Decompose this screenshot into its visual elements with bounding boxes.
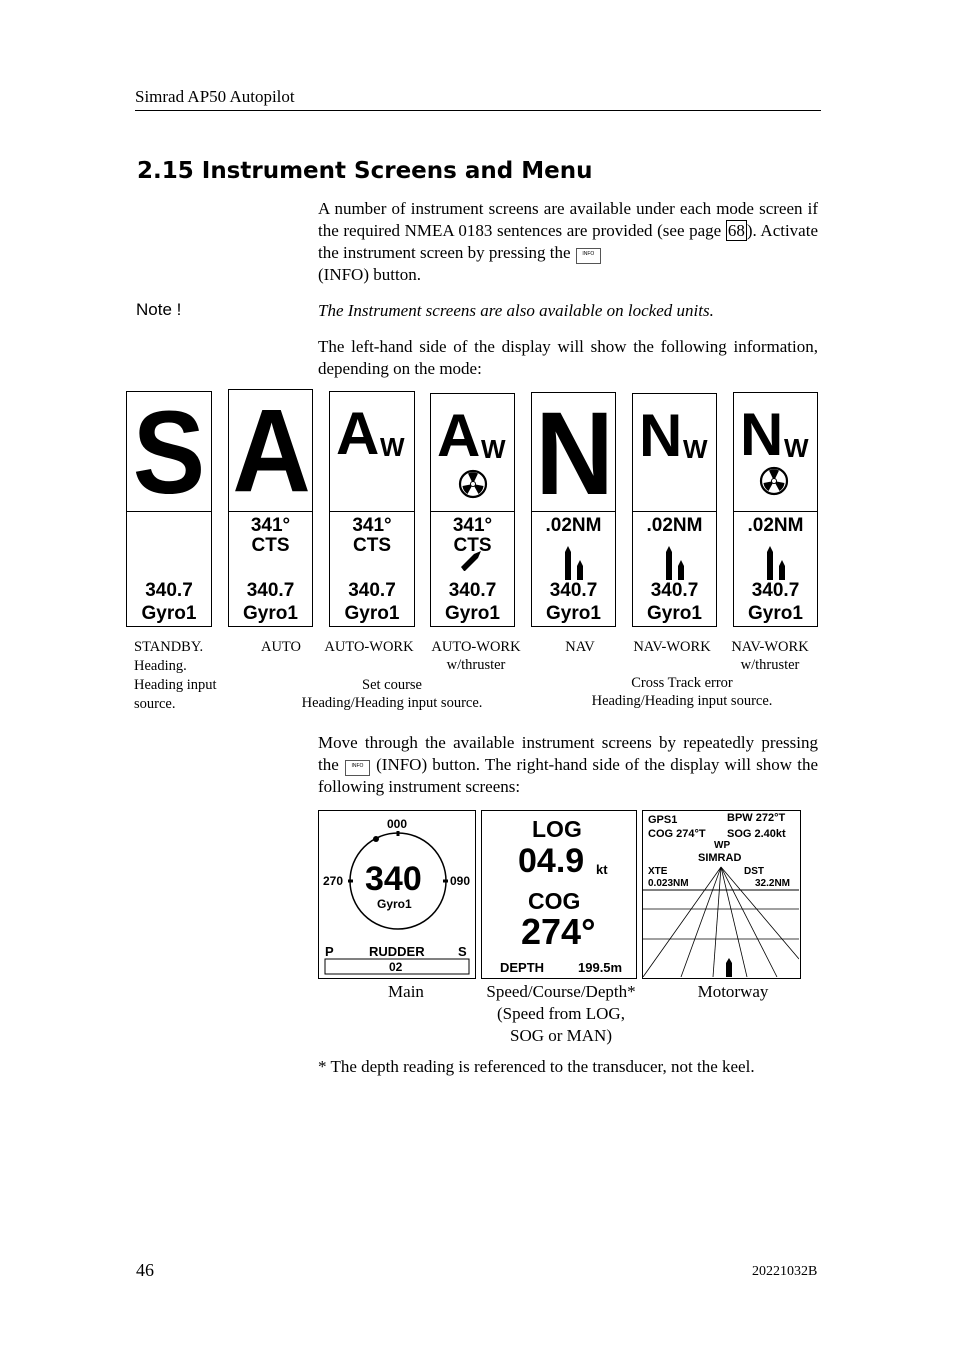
mode-letter: S — [132, 387, 206, 519]
speed-unit: kt — [596, 862, 608, 877]
main-heading-value: 340 — [365, 860, 422, 898]
mode-heading-source: Gyro1 — [344, 603, 400, 624]
page-number: 46 — [136, 1260, 154, 1280]
mode-value-line2: CTS — [251, 535, 290, 556]
speed-value: 04.9 — [518, 842, 585, 880]
note-text: The Instrument screens are also available on locked units. — [318, 301, 714, 320]
cog-label: COG — [528, 888, 581, 914]
intro-text-1: A number of instrument screens are available under each mode screen if the required NMEA 0183 sentences are provided (see page — [318, 199, 818, 240]
compass-west: 270 — [323, 874, 344, 888]
motorway-bpw: BPW 272°T — [727, 812, 786, 824]
motorway-screen — [642, 810, 801, 979]
caption-cross-track: Cross Track error — [631, 675, 733, 691]
mode-subscript: W — [784, 433, 809, 463]
mode-letter-area — [734, 393, 817, 512]
caption-nav-work-thruster — [722, 638, 818, 674]
caption-standby-line3: source. — [134, 696, 176, 712]
caption-auto-work-2: AUTO-WORK — [431, 639, 521, 655]
speed-screen — [481, 810, 637, 979]
caption-nav-work-2: NAV-WORK — [731, 639, 809, 655]
main-heading-source: Gyro1 — [377, 897, 412, 911]
caption-auto: AUTO — [260, 639, 301, 655]
mode-heading-value: 340.7 — [448, 580, 497, 601]
mode-letter-area — [633, 394, 716, 512]
caption-auto-group — [290, 676, 494, 712]
mode-letter: N — [535, 388, 614, 520]
caption-motorway: Motorway — [697, 982, 769, 1001]
mode-value-line1: 341° — [250, 515, 291, 536]
mode-letter-area — [532, 388, 615, 520]
depth-label: DEPTH — [500, 960, 545, 975]
cross-track-icon — [563, 546, 587, 580]
rudder-port: P — [325, 944, 334, 959]
caption-nav-work: NAV-WORK — [633, 639, 711, 655]
rudder-value: 02 — [389, 960, 403, 974]
mode-letter: A — [437, 402, 481, 469]
cross-track-icon — [664, 546, 688, 580]
rudder-starboard: S — [458, 944, 467, 959]
motorway-wp-label: WP — [714, 840, 731, 851]
motorway-xte-value: 0.023NM — [648, 878, 689, 889]
compass-north: 000 — [387, 817, 408, 831]
vessel-icon — [726, 958, 732, 977]
mode-value-line1: 341° — [352, 515, 392, 536]
mode-panel-4 — [430, 393, 515, 627]
mode-value-line1: .02NM — [747, 515, 804, 536]
mode-heading-value: 340.7 — [348, 580, 396, 601]
thruster-icon — [458, 469, 488, 499]
mode-panel-3 — [329, 391, 415, 627]
motorway-source: GPS1 — [648, 814, 678, 826]
main-screen — [318, 810, 476, 979]
mode-letter: N — [740, 401, 784, 468]
move-paragraph — [318, 732, 818, 798]
caption-standby-line2: Heading input — [134, 677, 217, 693]
mode-value-line1: .02NM — [545, 515, 602, 536]
motorway-dst-label: DST — [744, 866, 764, 877]
caption-set-course: Set course — [362, 677, 422, 693]
caption-speed-block — [466, 981, 656, 1047]
mode-letter: N — [639, 402, 683, 469]
move-text-1: Move through the available instrument screens by repeatedly pressing the — [318, 733, 818, 774]
caption-speed-line1: Speed/Course/Depth* — [486, 982, 636, 1001]
mode-heading-source: Gyro1 — [445, 603, 500, 624]
mode-letter: A — [336, 400, 380, 467]
mode-heading-value: 340.7 — [246, 580, 295, 601]
log-label: LOG — [532, 816, 582, 842]
caption-speed-line3: SOG or MAN) — [510, 1026, 612, 1045]
caption-heading-source-nav: Heading/Heading input source. — [591, 693, 773, 709]
page-reference-link[interactable]: 68 — [727, 221, 745, 240]
footnote: * The depth reading is referenced to the transducer, not the keel. — [318, 1057, 755, 1076]
mode-heading-source: Gyro1 — [748, 603, 803, 624]
section-heading: 2.15 Instrument Screens and Menu — [137, 158, 593, 184]
mode-panel-2 — [228, 385, 313, 627]
cross-track-icon — [765, 546, 789, 580]
caption-nav-w-thruster: w/thruster — [740, 657, 800, 673]
doc-number: 20221032B — [752, 1264, 818, 1279]
info-key-icon: INFO — [345, 760, 370, 776]
mode-heading-value: 340.7 — [650, 580, 699, 601]
caption-w-thruster: w/thruster — [446, 657, 506, 673]
mode-heading-source: Gyro1 — [546, 603, 601, 624]
caption-auto-work-thruster — [424, 638, 528, 674]
boat-heading-icon — [460, 549, 484, 573]
mode-letter-area — [330, 392, 414, 512]
mode-subscript: W — [380, 432, 405, 462]
mode-heading-source: Gyro1 — [141, 603, 197, 624]
mode-value-line2: CTS — [353, 535, 391, 556]
mode-value-line1: .02NM — [646, 515, 703, 536]
caption-standby-line1: Heading. — [134, 658, 187, 674]
caption-standby-block — [134, 638, 217, 714]
intro-text-3: (INFO) button. — [318, 265, 421, 284]
caption-nav-group — [572, 674, 792, 710]
mode-value-line1: 341° — [452, 515, 493, 536]
motorway-cog: COG 274°T — [648, 828, 706, 840]
caption-main: Main — [388, 982, 424, 1001]
caption-heading-source-auto: Heading/Heading input source. — [301, 695, 483, 711]
depth-value: 199.5m — [578, 960, 623, 975]
mode-heading-source: Gyro1 — [243, 603, 298, 624]
note-label: Note ! — [136, 300, 182, 319]
mode-subscript: W — [481, 434, 506, 464]
move-text-2: (INFO) button. The right-hand side of the display will show the following instrument screens: — [318, 755, 818, 796]
motorway-wp-name: SIMRAD — [698, 852, 742, 864]
mode-letter-area — [431, 394, 514, 512]
motorway-sog: SOG 2.40kt — [727, 828, 786, 840]
thruster-icon — [759, 466, 789, 496]
mode-letter: A — [232, 385, 311, 517]
info-key-icon: INFO — [576, 248, 601, 264]
cog-value: 274° — [521, 911, 596, 952]
mode-subscript: W — [683, 434, 708, 464]
mode-panel-5 — [531, 388, 616, 627]
mode-letter-area — [229, 385, 312, 517]
rudder-label: RUDDER — [369, 944, 425, 959]
mode-value-line2: CTS — [453, 535, 492, 556]
mode-panel-7 — [733, 392, 818, 627]
mode-heading-value: 340.7 — [145, 580, 193, 601]
caption-speed-line2: (Speed from LOG, — [497, 1004, 625, 1023]
heading-marker-icon — [373, 836, 379, 842]
compass-east: 090 — [450, 874, 471, 888]
motorway-xte-label: XTE — [648, 866, 668, 877]
running-header: Simrad AP50 Autopilot — [135, 87, 295, 106]
left-side-paragraph: The left-hand side of the display will show the following information, depending on the mode: — [318, 337, 818, 378]
mode-heading-source: Gyro1 — [647, 603, 702, 624]
mode-letter-area — [127, 387, 211, 519]
mode-heading-value: 340.7 — [751, 580, 800, 601]
motorway-dst-value: 32.2NM — [755, 878, 791, 889]
caption-nav: NAV — [565, 639, 595, 655]
mode-panel-6 — [632, 393, 717, 627]
intro-text-2: ). Activate the instrument screen by pressing the — [318, 221, 818, 262]
caption-standby: STANDBY. — [134, 639, 204, 655]
caption-auto-work: AUTO-WORK — [324, 639, 414, 655]
mode-heading-value: 340.7 — [549, 580, 598, 601]
mode-panel-1 — [126, 387, 212, 627]
